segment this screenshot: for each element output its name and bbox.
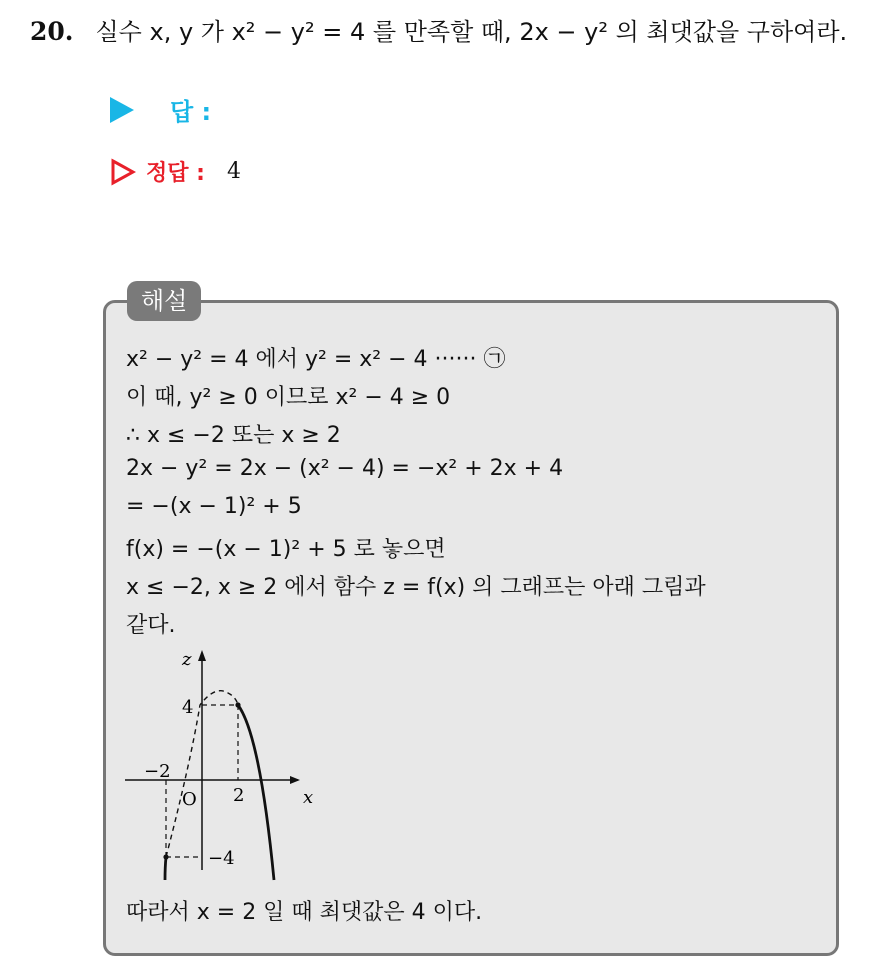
- solution-line-8: 같다.: [126, 613, 176, 638]
- question-text: 실수 x, y 가 x² − y² = 4 를 만족할 때, 2x − y² 의 최댓값을 구하여라.: [95, 18, 848, 46]
- play-triangle-icon: [110, 97, 134, 123]
- label-neg4: −4: [208, 848, 235, 869]
- label-2: 2: [233, 785, 245, 806]
- z-axis-label: z: [182, 649, 192, 670]
- function-graph: [120, 645, 320, 885]
- label-neg2: −2: [144, 761, 171, 782]
- outline-triangle-icon: [110, 158, 136, 186]
- correct-answer-value: 4: [226, 159, 241, 184]
- solution-line-3: ∴ x ≤ −2 또는 x ≥ 2: [126, 423, 341, 448]
- solution-tag: 해설: [127, 281, 201, 321]
- label-4: 4: [182, 697, 194, 718]
- solution-line-6: f(x) = −(x − 1)² + 5 로 놓으면: [126, 537, 446, 562]
- x-axis-label: x: [303, 787, 314, 808]
- origin-label: O: [182, 789, 197, 810]
- answer-row: [110, 92, 271, 127]
- solution-line-7: x ≤ −2, x ≥ 2 에서 함수 z = f(x) 의 그래프는 아래 그림과: [126, 575, 706, 600]
- answer-label: 답 :: [170, 98, 212, 126]
- point-neg2-neg4: [163, 854, 168, 859]
- correct-answer-row: [110, 156, 241, 187]
- solution-line-5: = −(x − 1)² + 5: [126, 494, 302, 519]
- question-line: [30, 12, 847, 47]
- solution-line-2: 이 때, y² ≥ 0 이므로 x² − 4 ≥ 0: [126, 385, 451, 410]
- x-axis-arrow-icon: [290, 776, 300, 784]
- solution-conclusion: 따라서 x = 2 일 때 최댓값은 4 이다.: [126, 900, 483, 925]
- solid-curve-left: [165, 857, 166, 880]
- correct-answer-label: 정답 :: [146, 161, 205, 186]
- question-number: 20.: [30, 17, 74, 46]
- solution-line-4: 2x − y² = 2x − (x² − 4) = −x² + 2x + 4: [126, 456, 564, 481]
- point-2-4: [235, 702, 240, 707]
- z-axis-arrow-icon: [198, 650, 206, 661]
- solution-line-1: x² − y² = 4 에서 y² = x² − 4 ······ ㉠: [126, 347, 506, 372]
